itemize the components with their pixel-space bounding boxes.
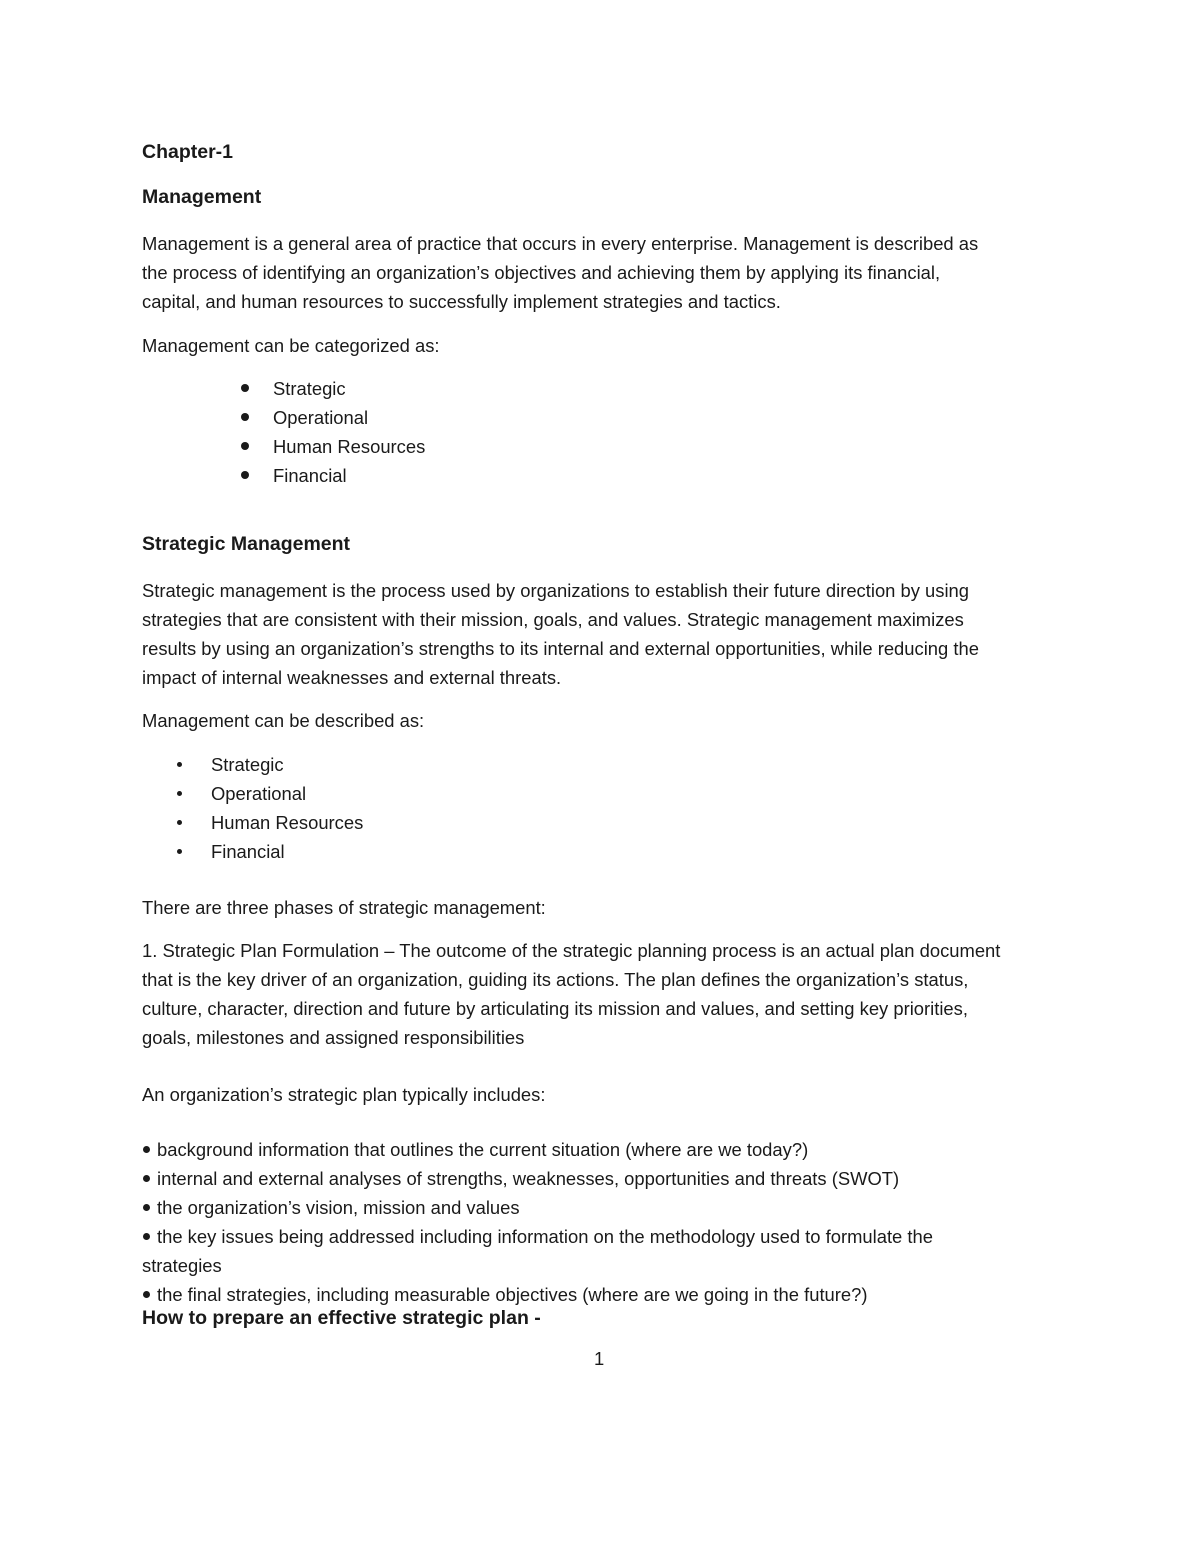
list-item-label: the organization’s vision, mission and values (157, 1197, 520, 1218)
paragraph-line: that is the key driver of an organization, guiding its actions. The plan defines the organization’s status, (142, 969, 969, 990)
list-item-label: Financial (273, 465, 347, 486)
effective-plan-heading: How to prepare an effective strategic plan - (142, 1307, 541, 1329)
described-list (211, 750, 363, 866)
page-number: 1 (594, 1348, 605, 1369)
list-item-label: Strategic (211, 754, 284, 775)
list-item (273, 374, 425, 403)
bullet-icon (143, 1175, 150, 1182)
described-intro: Management can be described as: (142, 710, 425, 731)
bullet-icon (177, 791, 182, 796)
strategic-management-heading: Strategic Management (142, 533, 351, 555)
list-item (273, 461, 425, 490)
list-item (211, 808, 363, 837)
paragraph-line: the process of identifying an organization’s objectives and achieving them by applying its financial, (142, 262, 941, 283)
list-item-label: Operational (211, 783, 307, 804)
phase1-paragraph (142, 936, 1072, 1052)
bullet-icon (241, 413, 249, 421)
paragraph-line: results by using an organization’s strengths to its internal and external opportunities, while reducing the (142, 638, 979, 659)
list-item-label: Human Resources (211, 812, 364, 833)
list-item-label: Financial (211, 841, 285, 862)
list-item (273, 403, 425, 432)
list-item (211, 779, 363, 808)
bullet-icon (241, 442, 249, 450)
list-item (142, 1164, 1072, 1193)
list-item (142, 1222, 1072, 1251)
plan-items-list (142, 1135, 1072, 1309)
paragraph-line: impact of internal weaknesses and external threats. (142, 667, 562, 688)
list-item (142, 1280, 1072, 1309)
list-item-label: Operational (273, 407, 369, 428)
list-item-label: background information that outlines the current situation (where are we today?) (157, 1139, 809, 1160)
bullet-icon (143, 1291, 150, 1298)
paragraph-line: goals, milestones and assigned responsibilities (142, 1027, 525, 1048)
list-item-label: Human Resources (273, 436, 426, 457)
list-item-label: internal and external analyses of strengths, weaknesses, opportunities and threats (SWOT) (157, 1168, 900, 1189)
list-item (273, 432, 425, 461)
bullet-icon (177, 762, 182, 767)
paragraph-line: capital, and human resources to successfully implement strategies and tactics. (142, 291, 781, 312)
categories-list (273, 374, 425, 490)
list-item (211, 837, 363, 866)
paragraph-line: strategies that are consistent with their mission, goals, and values. Strategic management maximizes (142, 609, 964, 630)
plan-intro: An organization’s strategic plan typically includes: (142, 1084, 546, 1105)
list-item (211, 750, 363, 779)
list-item (142, 1193, 1072, 1222)
bullet-icon (143, 1204, 150, 1211)
strategic-management-paragraph (142, 576, 1072, 692)
list-item-continuation: strategies (142, 1255, 222, 1276)
bullet-icon (241, 471, 249, 479)
phases-intro: There are three phases of strategic management: (142, 897, 546, 918)
paragraph-line: Strategic management is the process used by organizations to establish their future direction by using (142, 580, 970, 601)
paragraph-line: 1. Strategic Plan Formulation – The outcome of the strategic planning process is an actual plan document (142, 940, 1001, 961)
paragraph-line: culture, character, direction and future by articulating its mission and values, and setting key priorities, (142, 998, 968, 1019)
management-paragraph (142, 229, 1072, 316)
management-heading: Management (142, 186, 262, 208)
list-item (142, 1135, 1072, 1164)
list-item-label: the final strategies, including measurable objectives (where are we going in the future?) (157, 1284, 868, 1305)
categorized-intro: Management can be categorized as: (142, 335, 440, 356)
list-item-label: the key issues being addressed including information on the methodology used to formulate the (157, 1226, 933, 1247)
chapter-title: Chapter-1 (142, 141, 234, 163)
bullet-icon (241, 384, 249, 392)
bullet-icon (143, 1233, 150, 1240)
paragraph-line: Management is a general area of practice that occurs in every enterprise. Management is described as (142, 233, 979, 254)
bullet-icon (177, 820, 182, 825)
bullet-icon (177, 849, 182, 854)
list-item-label: Strategic (273, 378, 346, 399)
bullet-icon (143, 1146, 150, 1153)
